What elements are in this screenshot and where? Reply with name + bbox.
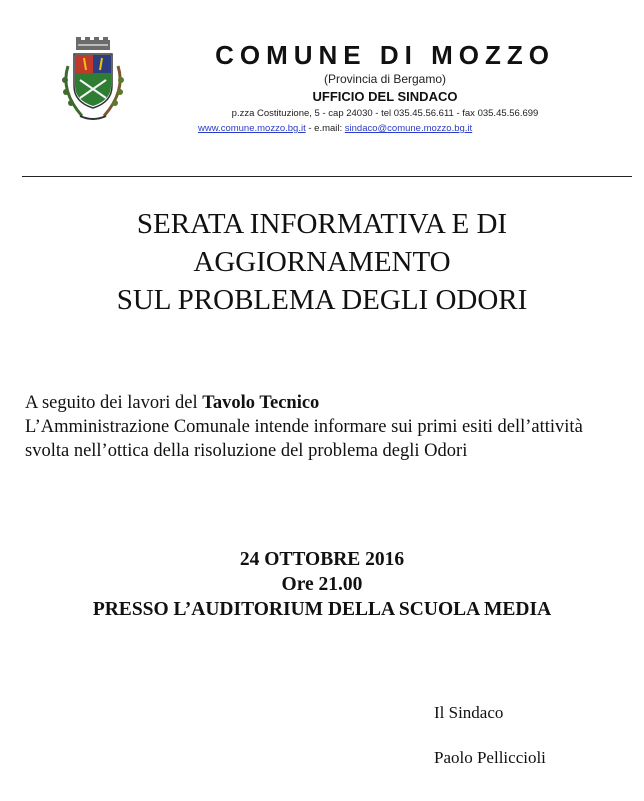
event-date: 24 OTTOBRE 2016 xyxy=(239,549,405,570)
signature-role: Il Sindaco xyxy=(434,703,504,722)
contact-address: p.zza Costituzione, 5 - cap 24030 - tel 035.45.56.611 - fax 035.45.56.699 xyxy=(231,108,539,119)
header-divider xyxy=(22,176,632,177)
office-name: UFFICIO DEL SINDACO xyxy=(312,89,458,104)
province-label: (Provincia di Bergamo) xyxy=(323,72,447,86)
contact-links xyxy=(198,123,472,134)
event-venue: PRESSO L’AUDITORIUM DELLA SCUOLA MEDIA xyxy=(92,599,552,620)
intro-bold-text: Tavolo Tecnico xyxy=(202,393,320,413)
intro-line xyxy=(25,391,625,415)
announcement-title xyxy=(0,205,644,319)
announcement-body xyxy=(25,391,625,463)
email-link[interactable]: sindaco@comune.mozzo.bg.it xyxy=(344,123,473,134)
event-details xyxy=(0,547,644,622)
body-paragraph: L’Amministrazione Comunale intende informare sui primi esiti dell’attività svolta nell’ottica della risoluzione del problema degli Odori xyxy=(25,417,583,461)
intro-text: A seguito dei lavori del xyxy=(25,393,203,413)
title-line-3: SUL PROBLEMA DEGLI ODORI xyxy=(116,284,528,316)
email-prefix: - e.mail: xyxy=(305,123,345,134)
signature-name: Paolo Pelliccioli xyxy=(434,748,546,767)
event-time: Ore 21.00 xyxy=(281,574,363,595)
website-link[interactable]: www.comune.mozzo.bg.it xyxy=(198,123,306,134)
title-line-1: SERATA INFORMATIVA E DI xyxy=(136,208,508,240)
municipality-name: COMUNE DI MOZZO xyxy=(215,40,555,70)
title-line-2: AGGIORNAMENTO xyxy=(193,246,451,278)
coat-of-arms-logo xyxy=(56,36,130,126)
